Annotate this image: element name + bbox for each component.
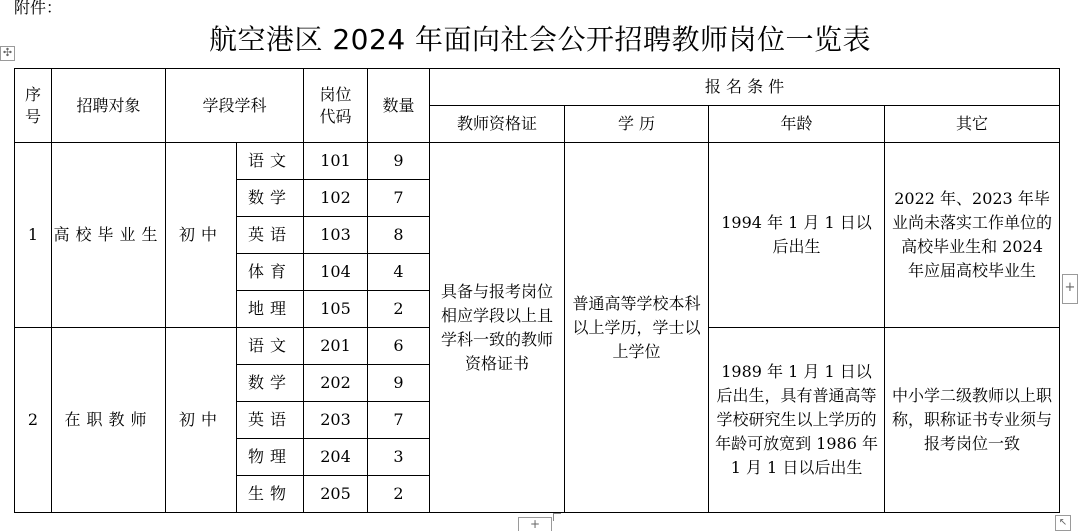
- count-cell: 4: [368, 254, 430, 291]
- post-code-cell: 102: [304, 180, 368, 217]
- header-requirements: 报 名 条 件: [430, 69, 1060, 106]
- header-stage-subject: 学段学科: [166, 69, 304, 143]
- header-certificate: 教师资格证: [430, 106, 565, 143]
- count-cell: 8: [368, 217, 430, 254]
- header-row-top: [15, 69, 1060, 106]
- education-requirement: 普通高等学校本科以上学历，学士以上学位: [565, 143, 709, 513]
- post-code-cell: 105: [304, 291, 368, 328]
- count-cell: 3: [368, 439, 430, 476]
- count-cell: 7: [368, 180, 430, 217]
- recruitment-table: [14, 68, 1060, 513]
- group-2-other: 中小学二级教师以上职称，职称证书专业须与报考岗位一致: [885, 328, 1060, 513]
- group-1-index: 1: [15, 143, 52, 328]
- add-row-icon[interactable]: +: [518, 517, 552, 531]
- subject-cell: 数学: [237, 365, 304, 402]
- cell-corner-marker: [553, 513, 561, 521]
- post-code-cell: 103: [304, 217, 368, 254]
- header-age: 年龄: [709, 106, 885, 143]
- post-code-cell: 204: [304, 439, 368, 476]
- group-1-age: 1994 年 1 月 1 日以后出生: [709, 143, 885, 328]
- table-row: [15, 143, 1060, 180]
- header-count: 数量: [368, 69, 430, 143]
- count-cell: 9: [368, 365, 430, 402]
- subject-cell: 物理: [237, 439, 304, 476]
- group-2-age: 1989 年 1 月 1 日以后出生，具有普通高等学校研究生以上学历的年龄可放宽到 1986 年 1 月 1 日以后出生: [709, 328, 885, 513]
- post-code-cell: 101: [304, 143, 368, 180]
- header-target: 招聘对象: [52, 69, 166, 143]
- subject-cell: 地理: [237, 291, 304, 328]
- post-code-cell: 201: [304, 328, 368, 365]
- group-1-other: 2022 年、2023 年毕业尚未落实工作单位的高校毕业生和 2024 年应届高校毕业生: [885, 143, 1060, 328]
- header-post-code: 岗位代码: [304, 69, 368, 143]
- count-cell: 6: [368, 328, 430, 365]
- header-education: 学 历: [565, 106, 709, 143]
- subject-cell: 英语: [237, 402, 304, 439]
- subject-cell: 语文: [237, 143, 304, 180]
- attachment-label: 附件：: [14, 0, 63, 17]
- group-1-target: 高校毕业生: [52, 143, 166, 328]
- subject-cell: 数学: [237, 180, 304, 217]
- group-2-target: 在职教师: [52, 328, 166, 513]
- group-2-index: 2: [15, 328, 52, 513]
- certificate-requirement: 具备与报考岗位相应学段以上且学科一致的教师资格证书: [430, 143, 565, 513]
- subject-cell: 体育: [237, 254, 304, 291]
- post-code-cell: 203: [304, 402, 368, 439]
- group-1-stage: 初中: [166, 143, 237, 328]
- header-index: 序号: [15, 69, 52, 143]
- header-other: 其它: [885, 106, 1060, 143]
- count-cell: 2: [368, 291, 430, 328]
- table-resize-handle-icon[interactable]: ↖: [1055, 515, 1071, 531]
- table-move-handle-icon[interactable]: ✣: [0, 46, 15, 61]
- post-code-cell: 202: [304, 365, 368, 402]
- count-cell: 2: [368, 476, 430, 513]
- post-code-cell: 104: [304, 254, 368, 291]
- add-column-icon[interactable]: +: [1062, 274, 1078, 304]
- subject-cell: 语文: [237, 328, 304, 365]
- post-code-cell: 205: [304, 476, 368, 513]
- count-cell: 9: [368, 143, 430, 180]
- page-title: 航空港区 2024 年面向社会公开招聘教师岗位一览表: [208, 23, 872, 56]
- subject-cell: 英语: [237, 217, 304, 254]
- count-cell: 7: [368, 402, 430, 439]
- subject-cell: 生物: [237, 476, 304, 513]
- group-2-stage: 初中: [166, 328, 237, 513]
